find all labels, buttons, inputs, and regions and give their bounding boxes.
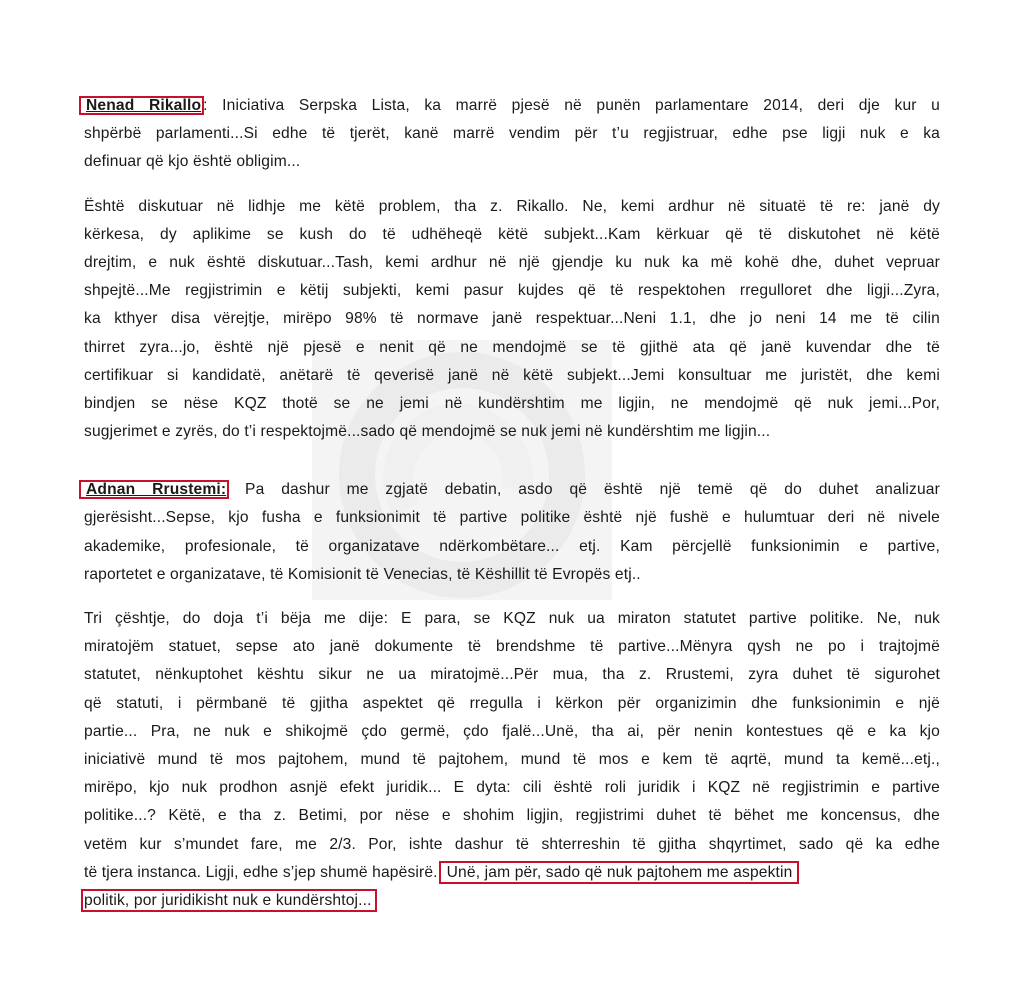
block2-highlight-line-2 bbox=[84, 887, 940, 915]
text-line: akademike, profesionale, të organizatave ndërkombëtare... etj. Kam përcjellë funksionimin e partive, bbox=[84, 537, 940, 555]
text-line: kërkesa, dy aplikime se kush do të udhëheqë këtë subjekt...Kam kërkuar që të diskutohet në këtë bbox=[84, 225, 940, 243]
text-line: sugjerimet e zyrës, do t’i respektojmë...sado që mendojmë se nuk jemi në kundërshtim me ligjin... bbox=[84, 423, 771, 441]
text-line: bindjen se nëse KQZ thotë se ne jemi në kundërshtim me ligjin, ne mendojmë që nuk jemi...Por, bbox=[84, 394, 940, 412]
text-line: statutet, nënkuptohet kështu sikur ne ua miratojmë...Për mua, tha z. Rrustemi, zyra duhet të sigurohet bbox=[84, 666, 940, 684]
text-line: partie... Pra, ne nuk e shikojmë çdo germë, çdo fjalë...Unë, tha ai, për nenin kontestues që e ka kjo bbox=[84, 722, 940, 740]
text-line: certifikuar si kandidatë, anëtarë të qeverisë janë në këtë subjekt...Jemi konsultuar me juristët, dhe kemi bbox=[84, 366, 940, 384]
text-line: miratojëm statuet, sepse ato janë dokumente të brendshme të partive...Mënyra qysh ne po i trajtojmë bbox=[84, 638, 940, 656]
text-line: Tri çështje, do doja t’i bëja me dije: E para, se KQZ nuk ua miraton statutet partive politike. Ne, nuk bbox=[84, 610, 940, 627]
block2-highlight-line bbox=[84, 859, 940, 887]
block1-line-1 bbox=[84, 92, 940, 120]
highlighted-quote-part1: Unë, jam për, sado që nuk pajtohem me aspektin bbox=[442, 864, 796, 881]
speaker-name-rikallo: Nenad Rikallo bbox=[80, 97, 203, 114]
text-line: Është diskutuar në lidhje me këtë problem, tha z. Rikallo. Ne, kemi ardhur në situatë të re: janë dy bbox=[84, 197, 940, 215]
text-line: Pa dashur me zgjatë debatin, asdo që është një temë që do duhet analizuar bbox=[228, 481, 940, 499]
text-line: iniciativë mund të mos pajtohem, mund të pajtohem, mund të mos e kem të aqrtë, mund ta kemë...etj., bbox=[84, 750, 940, 768]
text-line: të tjera instanca. Ligji, edhe s’jep shumë hapësirë.. bbox=[84, 863, 443, 881]
highlighted-quote-part2: politik, por juridikisht nuk e kundërshtoj... bbox=[84, 891, 372, 909]
text-line: vetëm kur s’mundet fare, me 2/3. Por, ishte dashur të shterreshin të gjitha shqyrtimet, sado që ka edhe bbox=[84, 835, 940, 853]
text-line: thirret zyra...jo, është një pjesë e nenit që ne mendojmë se të gjithë ata që janë kuvendar dhe të bbox=[84, 338, 940, 356]
text-line: politike...? Këtë, e tha z. Betimi, por nëse e shohim ligjin, regjistrimi duhet të bëhet me koncensus, dhe bbox=[84, 807, 940, 825]
speaker-name-rrustemi: Adnan Rrustemi: bbox=[80, 481, 228, 498]
text-line: definuar që kjo është obligim... bbox=[84, 153, 301, 171]
document-body bbox=[84, 92, 940, 915]
block2-line-1 bbox=[84, 476, 940, 504]
text-line: mirëpo, kjo nuk prodhon asnjë efekt juridik... E dyta: cili është roli juridik i KQZ në regjistrimin e partive bbox=[84, 779, 940, 797]
text-line: drejtim, e nuk është diskutuar...Tash, kemi ardhur në një gjendje ku nuk ka më kohë dhe, duhet vepruar bbox=[84, 253, 940, 271]
text-line: : Iniciativa Serpska Lista, ka marrë pjesë në punën parlamentare 2014, deri dje kur u bbox=[203, 97, 940, 114]
text-line: raportetet e organizatave, të Komisionit të Venecias, të Këshillit të Evropës etj.. bbox=[84, 565, 641, 583]
text-line: ka kthyer disa vërejtje, mirëpo 98% të normave janë respektuar...Neni 1.1, dhe jo neni 14 me të cilin bbox=[84, 310, 940, 328]
text-line: shpërbë parlamenti...Si edhe të tjerët, kanë marrë vendim për t’u regjistruar, edhe pse ligji nuk e ka bbox=[84, 125, 940, 143]
text-line: që statuti, i përmbanë të gjitha aspektet që rregulla i kërkon për organizimin dhe funksionimin e një bbox=[84, 694, 940, 712]
text-line: gjerësisht...Sepse, kjo fusha e funksionimit të partive politike është një fushë e hulumtuar deri në nivele bbox=[84, 509, 940, 527]
text-line: shpejtë...Me regjistrimin e këtij subjekti, kemi pasur kujdes që të respektohen rregulloret dhe ligji...Zyra, bbox=[84, 282, 940, 300]
